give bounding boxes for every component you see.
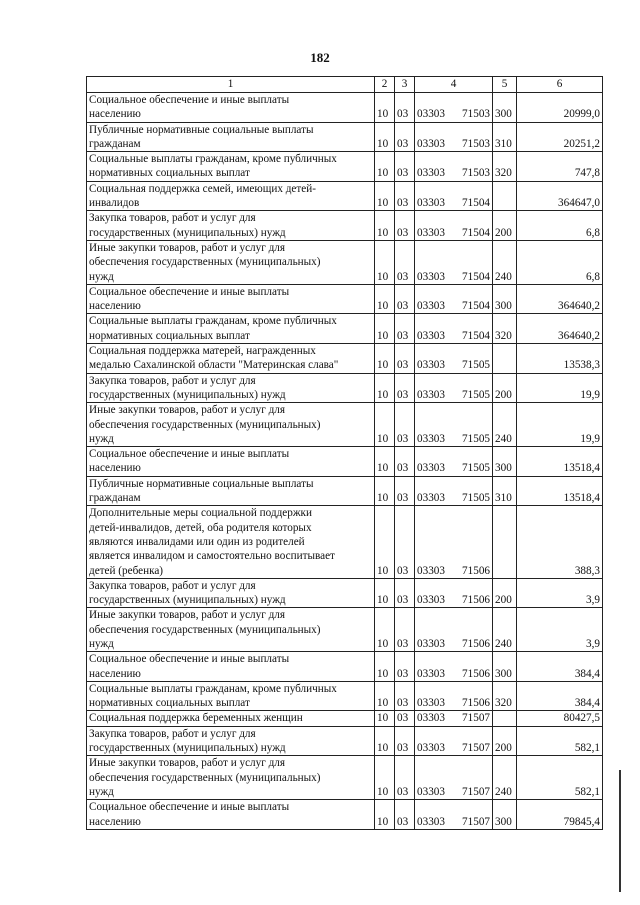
header-col-3: 3 — [395, 77, 415, 93]
row-expense-type — [493, 181, 517, 211]
row-section: 10 — [375, 756, 395, 800]
table-row — [87, 373, 603, 403]
row-program-code: 03303 — [417, 359, 445, 372]
row-name — [87, 681, 375, 711]
row-target-article — [415, 122, 493, 152]
row-section: 10 — [375, 314, 395, 344]
row-section: 10 — [375, 344, 395, 374]
row-amount: 384,4 — [517, 681, 603, 711]
table-row — [87, 403, 603, 447]
row-amount: 13538,3 — [517, 344, 603, 374]
row-expense-type: 300 — [493, 93, 517, 123]
row-subsection: 03 — [395, 578, 415, 608]
row-name-line: Публичные нормативные социальные выплаты — [89, 477, 314, 490]
table-row — [87, 506, 603, 578]
row-subsection: 03 — [395, 447, 415, 477]
row-expense-type: 300 — [493, 447, 517, 477]
row-subsection: 03 — [395, 652, 415, 682]
row-name — [87, 403, 375, 447]
row-section: 10 — [375, 403, 395, 447]
row-target-article — [415, 403, 493, 447]
row-subsection: 03 — [395, 314, 415, 344]
row-expense-type: 240 — [493, 403, 517, 447]
row-amount: 19,9 — [517, 373, 603, 403]
row-section: 10 — [375, 373, 395, 403]
row-name-line: обеспечения государственных (муниципальных) — [89, 623, 321, 636]
row-section: 10 — [375, 578, 395, 608]
row-target-article — [415, 373, 493, 403]
row-amount: 747,8 — [517, 152, 603, 182]
row-name-line: Социальные выплаты гражданам, кроме публичных — [89, 682, 337, 695]
row-amount: 19,9 — [517, 403, 603, 447]
row-name-line: нормативных социальных выплат — [89, 697, 250, 710]
row-name — [87, 373, 375, 403]
row-name-line: Закупка товаров, работ и услуг для — [89, 579, 256, 592]
row-article-code: 71505 — [462, 492, 490, 505]
row-name-line: нормативных социальных выплат — [89, 329, 250, 342]
row-target-article — [415, 608, 493, 652]
row-amount: 6,8 — [517, 240, 603, 284]
row-amount: 388,3 — [517, 506, 603, 578]
row-target-article — [415, 476, 493, 506]
table-row — [87, 152, 603, 182]
row-name-line: нужд — [89, 432, 114, 445]
row-name-line: государственных (муниципальных) нужд — [89, 594, 286, 607]
header-col-5: 5 — [493, 77, 517, 93]
row-name-line: детей-инвалидов, детей, оба родителя которых — [89, 521, 312, 534]
row-expense-type — [493, 711, 517, 726]
row-target-article — [415, 652, 493, 682]
row-target-article — [415, 181, 493, 211]
row-target-article — [415, 284, 493, 314]
row-name-line: Социальное обеспечение и иные выплаты — [89, 653, 290, 666]
row-name-line: является инвалидом и самостоятельно воспитывает — [89, 550, 335, 563]
row-program-code: 03303 — [417, 300, 445, 313]
table-row — [87, 800, 603, 830]
row-program-code: 03303 — [417, 270, 445, 283]
row-name-line: гражданам — [89, 137, 141, 150]
row-subsection: 03 — [395, 240, 415, 284]
row-subsection: 03 — [395, 608, 415, 652]
row-name — [87, 447, 375, 477]
table-row — [87, 240, 603, 284]
row-amount: 364640,2 — [517, 284, 603, 314]
row-program-code: 03303 — [417, 432, 445, 445]
header-col-1: 1 — [87, 77, 375, 93]
row-article-code: 71504 — [462, 270, 490, 283]
row-name-line: Иные закупки товаров, работ и услуг для — [89, 404, 286, 417]
scan-margin-line — [619, 770, 621, 892]
row-program-code: 03303 — [417, 329, 445, 342]
row-section: 10 — [375, 476, 395, 506]
row-name — [87, 284, 375, 314]
row-name-line: Социальное обеспечение и иные выплаты — [89, 94, 290, 106]
row-amount: 80427,5 — [517, 711, 603, 726]
row-name — [87, 181, 375, 211]
header-col-6: 6 — [517, 77, 603, 93]
row-article-code: 71504 — [462, 226, 490, 239]
row-article-code: 71503 — [462, 108, 490, 121]
row-article-code: 71505 — [462, 359, 490, 372]
row-name-line: населению — [89, 667, 141, 680]
row-program-code: 03303 — [417, 697, 445, 710]
row-name — [87, 240, 375, 284]
row-expense-type: 200 — [493, 578, 517, 608]
row-name-line: обеспечения государственных (муниципальных) — [89, 771, 321, 784]
row-program-code: 03303 — [417, 137, 445, 150]
row-expense-type: 310 — [493, 476, 517, 506]
row-subsection: 03 — [395, 711, 415, 726]
row-name — [87, 711, 375, 726]
row-name-line: государственных (муниципальных) нужд — [89, 226, 286, 239]
table-row — [87, 652, 603, 682]
row-expense-type: 240 — [493, 240, 517, 284]
row-article-code: 71505 — [462, 432, 490, 445]
row-name-line: Социальное обеспечение и иные выплаты — [89, 285, 290, 298]
row-name-line: Социальная поддержка семей, имеющих детей- — [89, 182, 316, 195]
row-expense-type: 310 — [493, 122, 517, 152]
row-expense-type: 320 — [493, 681, 517, 711]
row-name — [87, 344, 375, 374]
row-name-line: являются инвалидами или один из родителей — [89, 535, 305, 548]
table-row — [87, 211, 603, 241]
row-section: 10 — [375, 681, 395, 711]
table-row — [87, 344, 603, 374]
row-subsection: 03 — [395, 93, 415, 123]
row-name-line: нормативных социальных выплат — [89, 167, 250, 180]
table-row — [87, 122, 603, 152]
row-section: 10 — [375, 211, 395, 241]
row-name-line: Социальная поддержка матерей, награжденных — [89, 345, 316, 358]
row-section: 10 — [375, 447, 395, 477]
row-target-article — [415, 800, 493, 830]
row-program-code: 03303 — [417, 197, 445, 210]
row-name-line: детей (ребенка) — [89, 564, 164, 577]
row-name — [87, 152, 375, 182]
row-name-line: Социальные выплаты гражданам, кроме публичных — [89, 315, 337, 328]
row-name-line: Социальное обеспечение и иные выплаты — [89, 801, 290, 814]
row-section: 10 — [375, 240, 395, 284]
row-article-code: 71506 — [462, 697, 490, 710]
row-expense-type: 320 — [493, 314, 517, 344]
table-row — [87, 314, 603, 344]
row-name — [87, 756, 375, 800]
row-expense-type: 200 — [493, 211, 517, 241]
row-name-line: инвалидов — [89, 197, 140, 210]
row-name — [87, 506, 375, 578]
row-name-line: Закупка товаров, работ и услуг для — [89, 727, 256, 740]
row-name-line: Социальные выплаты гражданам, кроме публичных — [89, 153, 337, 166]
table-row — [87, 608, 603, 652]
table-row — [87, 756, 603, 800]
row-expense-type: 300 — [493, 284, 517, 314]
row-amount: 79845,4 — [517, 800, 603, 830]
row-name-line: нужд — [89, 637, 114, 650]
row-section: 10 — [375, 93, 395, 123]
row-subsection: 03 — [395, 152, 415, 182]
row-target-article — [415, 681, 493, 711]
row-section: 10 — [375, 608, 395, 652]
row-section: 10 — [375, 506, 395, 578]
row-article-code: 71506 — [462, 594, 490, 607]
row-name — [87, 652, 375, 682]
row-name-line: Закупка товаров, работ и услуг для — [89, 374, 256, 387]
row-name-line: государственных (муниципальных) нужд — [89, 742, 286, 755]
table-row — [87, 447, 603, 477]
row-subsection: 03 — [395, 403, 415, 447]
row-amount: 364640,2 — [517, 314, 603, 344]
row-article-code: 71505 — [462, 388, 490, 401]
row-section: 10 — [375, 652, 395, 682]
row-amount: 20999,0 — [517, 93, 603, 123]
row-target-article — [415, 240, 493, 284]
row-name-line: государственных (муниципальных) нужд — [89, 388, 286, 401]
row-name — [87, 93, 375, 123]
row-name-line: обеспечения государственных (муниципальных) — [89, 256, 321, 269]
row-article-code: 71503 — [462, 167, 490, 180]
row-subsection: 03 — [395, 681, 415, 711]
row-name-line: Иные закупки товаров, работ и услуг для — [89, 609, 286, 622]
row-name-line: Закупка товаров, работ и услуг для — [89, 212, 256, 225]
row-name-line: населению — [89, 300, 141, 313]
row-target-article — [415, 344, 493, 374]
row-target-article — [415, 578, 493, 608]
row-program-code: 03303 — [417, 108, 445, 121]
row-target-article — [415, 152, 493, 182]
row-amount: 384,4 — [517, 652, 603, 682]
row-program-code: 03303 — [417, 492, 445, 505]
row-program-code: 03303 — [417, 815, 445, 828]
table-row — [87, 181, 603, 211]
row-subsection: 03 — [395, 211, 415, 241]
row-section: 10 — [375, 122, 395, 152]
row-name — [87, 608, 375, 652]
row-subsection: 03 — [395, 476, 415, 506]
header-row — [87, 77, 603, 93]
row-article-code: 71506 — [462, 564, 490, 577]
row-subsection: 03 — [395, 800, 415, 830]
row-name — [87, 726, 375, 756]
row-program-code: 03303 — [417, 712, 445, 725]
row-article-code: 71507 — [462, 712, 490, 725]
row-name-line: Социальное обеспечение и иные выплаты — [89, 448, 290, 461]
row-name — [87, 314, 375, 344]
row-expense-type: 240 — [493, 608, 517, 652]
row-section: 10 — [375, 284, 395, 314]
row-article-code: 71506 — [462, 637, 490, 650]
row-expense-type — [493, 344, 517, 374]
row-program-code: 03303 — [417, 564, 445, 577]
row-article-code: 71507 — [462, 785, 490, 798]
header-col-2: 2 — [375, 77, 395, 93]
row-article-code: 71506 — [462, 667, 490, 680]
row-name — [87, 122, 375, 152]
row-program-code: 03303 — [417, 594, 445, 607]
row-name-line: гражданам — [89, 492, 141, 505]
row-program-code: 03303 — [417, 462, 445, 475]
table-header — [87, 77, 603, 93]
row-target-article — [415, 506, 493, 578]
row-name-line: Иные закупки товаров, работ и услуг для — [89, 241, 286, 254]
row-subsection: 03 — [395, 756, 415, 800]
row-target-article — [415, 726, 493, 756]
row-subsection: 03 — [395, 373, 415, 403]
budget-table — [86, 76, 603, 830]
table-body — [87, 93, 603, 830]
row-article-code: 71503 — [462, 137, 490, 150]
row-target-article — [415, 756, 493, 800]
row-name-line: Публичные нормативные социальные выплаты — [89, 123, 314, 136]
row-name — [87, 476, 375, 506]
row-expense-type: 300 — [493, 800, 517, 830]
row-amount: 13518,4 — [517, 447, 603, 477]
row-section: 10 — [375, 800, 395, 830]
row-name-line: медалью Сахалинской области "Материнская слава" — [89, 359, 339, 372]
row-program-code: 03303 — [417, 226, 445, 239]
row-amount: 3,9 — [517, 578, 603, 608]
row-program-code: 03303 — [417, 388, 445, 401]
header-col-4: 4 — [415, 77, 493, 93]
row-amount: 20251,2 — [517, 122, 603, 152]
row-name-line: населению — [89, 815, 141, 828]
page-number: 182 — [310, 50, 330, 65]
row-expense-type: 240 — [493, 756, 517, 800]
row-program-code: 03303 — [417, 742, 445, 755]
row-article-code: 71507 — [462, 815, 490, 828]
row-target-article — [415, 711, 493, 726]
row-name-line: обеспечения государственных (муниципальных) — [89, 418, 321, 431]
row-expense-type — [493, 506, 517, 578]
row-name-line: населению — [89, 462, 141, 475]
row-program-code: 03303 — [417, 785, 445, 798]
row-target-article — [415, 211, 493, 241]
row-subsection: 03 — [395, 344, 415, 374]
row-subsection: 03 — [395, 122, 415, 152]
row-amount: 582,1 — [517, 726, 603, 756]
table-row — [87, 711, 603, 726]
row-target-article — [415, 314, 493, 344]
row-expense-type: 200 — [493, 373, 517, 403]
row-expense-type: 300 — [493, 652, 517, 682]
row-target-article — [415, 93, 493, 123]
row-amount: 3,9 — [517, 608, 603, 652]
table-row — [87, 726, 603, 756]
row-target-article — [415, 447, 493, 477]
row-name-line: нужд — [89, 270, 114, 283]
row-amount: 6,8 — [517, 211, 603, 241]
table-row — [87, 93, 603, 123]
row-expense-type: 320 — [493, 152, 517, 182]
row-expense-type: 200 — [493, 726, 517, 756]
row-article-code: 71507 — [462, 742, 490, 755]
row-name-line: Дополнительные меры социальной поддержки — [89, 507, 312, 520]
row-subsection: 03 — [395, 506, 415, 578]
row-article-code: 71505 — [462, 462, 490, 475]
row-section: 10 — [375, 152, 395, 182]
row-name — [87, 578, 375, 608]
row-article-code: 71504 — [462, 197, 490, 210]
row-name — [87, 800, 375, 830]
row-subsection: 03 — [395, 284, 415, 314]
row-subsection: 03 — [395, 181, 415, 211]
row-program-code: 03303 — [417, 667, 445, 680]
row-program-code: 03303 — [417, 637, 445, 650]
row-article-code: 71504 — [462, 329, 490, 342]
row-program-code: 03303 — [417, 167, 445, 180]
row-name-line: населению — [89, 108, 141, 121]
row-section: 10 — [375, 181, 395, 211]
row-amount: 364647,0 — [517, 181, 603, 211]
table-row — [87, 476, 603, 506]
table-row — [87, 578, 603, 608]
row-name-line: Иные закупки товаров, работ и услуг для — [89, 757, 286, 770]
row-name-line: нужд — [89, 785, 114, 798]
row-section: 10 — [375, 726, 395, 756]
row-amount: 13518,4 — [517, 476, 603, 506]
row-name-line: Социальная поддержка беременных женщин — [89, 712, 303, 725]
row-article-code: 71504 — [462, 300, 490, 313]
row-subsection: 03 — [395, 726, 415, 756]
row-name — [87, 211, 375, 241]
table-row — [87, 681, 603, 711]
row-amount: 582,1 — [517, 756, 603, 800]
row-section: 10 — [375, 711, 395, 726]
table-row — [87, 284, 603, 314]
